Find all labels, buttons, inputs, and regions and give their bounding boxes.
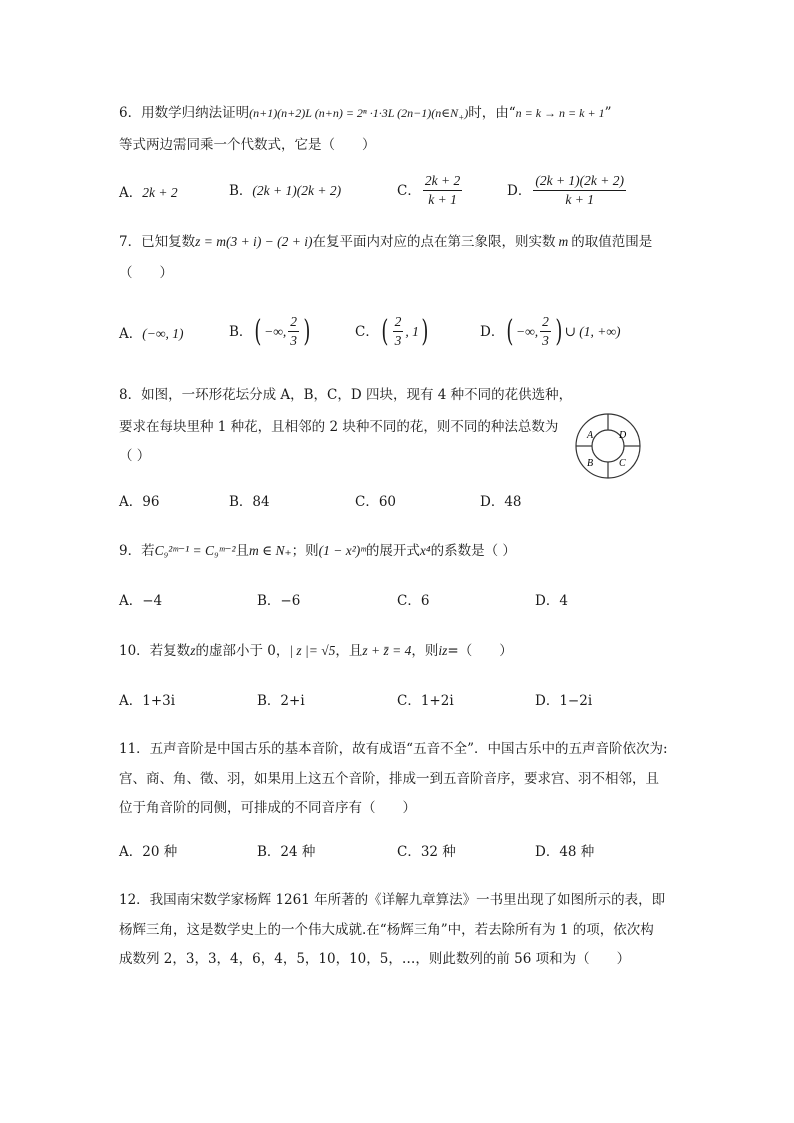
q7-text-end: 的取值范围是 [571, 234, 653, 250]
q9-option-d[interactable]: D．4 [535, 593, 568, 609]
q6-formula-end: ) [464, 106, 469, 120]
option-value: −∞, [516, 323, 539, 339]
flowerbed-ring-diagram [573, 411, 643, 481]
option-label: D． [480, 323, 505, 340]
q6-c-fraction [423, 172, 462, 209]
option-value: (−∞, 1) [142, 326, 184, 341]
q6-formula: (n+1)(n+2)L (n+n) = 2ⁿ ·1·3L (2n−1)(n∈N [249, 106, 459, 120]
q8-option-c[interactable]: C．60 [355, 494, 397, 510]
option-label: A． [119, 185, 143, 201]
q6-d-fraction [533, 172, 626, 209]
q10-text-mid2: ，且 [335, 643, 363, 659]
q10-abs: | z |= √5 [289, 643, 336, 658]
q10-option-a[interactable]: A．1+3i [119, 693, 176, 709]
option-label: C． [397, 182, 421, 199]
region-b-label: B [587, 458, 594, 469]
q8-line2: 要求在每块里种 1 种花，且相邻的 2 块种不同的花，则不同的种法总数为 [119, 419, 559, 435]
right-paren: ) [421, 313, 429, 349]
q6-formula-sub: + [458, 112, 465, 123]
region-a-label: A [587, 430, 594, 441]
fraction-denominator: k + 1 [565, 192, 594, 207]
q10-iz: iz [438, 643, 448, 658]
q9-term: x⁴ [419, 543, 431, 558]
q7-option-c[interactable] [355, 313, 431, 350]
fraction-denominator: 3 [542, 333, 549, 348]
fraction-numerator: 2 [393, 313, 404, 332]
q9-text: 9．若 [119, 543, 155, 559]
q9-text-mid3: 的展开式 [365, 543, 420, 559]
q10-option-b[interactable]: B．2+i [257, 693, 305, 709]
q9-condition: m ∈ N₊ [249, 543, 292, 558]
option-label: D． [507, 182, 532, 199]
q7-option-b[interactable] [229, 313, 313, 350]
q8-option-b[interactable]: B．84 [229, 494, 270, 510]
q7-d-fraction [540, 313, 551, 350]
q7-text-post: 在复平面内对应的点在第三象限，则实数 [312, 234, 556, 250]
q7-var: m [558, 234, 569, 249]
region-c-label: C [619, 458, 626, 469]
q10-option-c[interactable]: C．1+2i [397, 693, 454, 709]
option-value: (2k + 1)(2k + 2) [252, 183, 342, 198]
q6-option-b[interactable] [229, 182, 341, 200]
right-paren: ) [303, 313, 311, 349]
q10-sum: z + z̄ = 4 [362, 643, 412, 658]
q6-line1 [119, 104, 611, 127]
q10-text-mid: 的虚部小于 0， [195, 643, 290, 659]
option-value-tail: ∪ (1, +∞) [564, 323, 621, 339]
q9-text-mid: 且 [235, 543, 250, 559]
fraction-numerator: 2k + 2 [423, 172, 462, 191]
option-value: 2k + 2 [142, 185, 178, 200]
q9-text-mid2: ；则 [291, 543, 319, 559]
fraction-denominator: 3 [290, 333, 297, 348]
q6-line2: 等式两边需同乘一个代数式，它是（ ） [119, 137, 376, 153]
q11-line2: 宫、商、角、徵、羽，如果用上这五个音阶，排成一到五音阶音序，要求宫、羽不相邻，且 [119, 771, 659, 787]
q10-text-end: =（ ） [447, 643, 513, 659]
q8-line1: 8．如图，一环形花坛分成 A，B，C，D 四块，现有 4 种不同的花供选种， [119, 387, 573, 403]
option-value: −∞, [264, 323, 287, 339]
q10-var: z [190, 643, 196, 658]
q7-line2: （ ） [119, 265, 173, 281]
q7-b-fraction [288, 313, 299, 350]
q12-line1: 12．我国南宋数学家杨辉 1261 年所著的《详解九章算法》一书里出现了如图所示的表，即 [119, 892, 666, 908]
q9-text-end: 的系数是（ ） [430, 543, 516, 559]
q11-option-d[interactable]: D．48 种 [535, 844, 595, 860]
q11-line1: 11．五声音阶是中国古乐的基本音阶，故有成语“五音不全”．中国古乐中的五声音阶依次为: [119, 741, 668, 757]
q11-option-b[interactable]: B．24 种 [257, 844, 316, 860]
fraction-denominator: 3 [394, 333, 402, 348]
q9-option-c[interactable]: C．6 [397, 593, 430, 609]
q8-line3: （ ） [119, 448, 151, 464]
option-value: , 1 [405, 323, 419, 339]
q11-option-c[interactable]: C．32 种 [397, 844, 456, 860]
option-label: B． [229, 183, 253, 199]
q6-option-d[interactable] [507, 172, 628, 209]
q7-option-a[interactable] [119, 325, 183, 343]
q11-option-a[interactable]: A．20 种 [119, 844, 178, 860]
q7-c-fraction [393, 313, 404, 350]
fraction-numerator: 2 [540, 313, 551, 332]
option-label: C． [355, 323, 379, 340]
q9-option-a[interactable]: A．−4 [119, 593, 163, 609]
q9-expression: (1 − x²)ᵐ [318, 543, 366, 558]
left-paren: ( [254, 313, 262, 349]
q11-line3: 位于角音阶的同侧，可排成的不同音序有（ ） [119, 800, 416, 816]
q12-line3: 成数列 2，3，3，4，6，4，5，10，10，5，…，则此数列的前 56 项和为（ ） [119, 951, 631, 967]
q7-option-d[interactable] [480, 313, 621, 350]
q12-line2: 杨辉三角，这是数学史上的一个伟大成就.在“杨辉三角”中，若去除所有为 1 的项，依次构 [119, 922, 654, 938]
q6-text-post: 时，由“ [468, 105, 516, 121]
option-label: A． [119, 326, 143, 342]
q8-option-d[interactable]: D．48 [480, 494, 522, 510]
option-label: B． [229, 323, 253, 340]
left-paren: ( [506, 313, 514, 349]
q10-text-mid3: ，则 [411, 643, 439, 659]
q10-option-d[interactable]: D．1−2i [535, 693, 593, 709]
q6-quote: n = k → n = k + 1 [515, 106, 605, 120]
q6-text: 6．用数学归纳法证明 [119, 105, 250, 121]
q8-option-a[interactable]: A．96 [119, 494, 160, 510]
fraction-numerator: 2 [288, 313, 299, 332]
q10-line [119, 642, 513, 660]
right-paren: ) [555, 313, 563, 349]
q7-text: 7．已知复数 [119, 234, 196, 250]
q9-formula: C₉²ᵐ⁻¹ = C₉ᵐ⁻² [154, 543, 236, 558]
region-d-label: D [619, 430, 627, 441]
q9-option-b[interactable]: B．−6 [257, 593, 301, 609]
fraction-denominator: k + 1 [428, 192, 457, 207]
q7-line1 [119, 233, 652, 251]
q10-text: 10．若复数 [119, 643, 191, 659]
fraction-numerator: (2k + 1)(2k + 2) [533, 172, 626, 191]
q6-quote-end: ” [604, 105, 612, 121]
q6-option-a[interactable] [119, 184, 178, 202]
q6-option-c[interactable] [397, 172, 464, 209]
q7-formula: z = m(3 + i) − (2 + i) [195, 234, 313, 249]
q9-line [119, 542, 516, 560]
left-paren: ( [381, 313, 389, 349]
